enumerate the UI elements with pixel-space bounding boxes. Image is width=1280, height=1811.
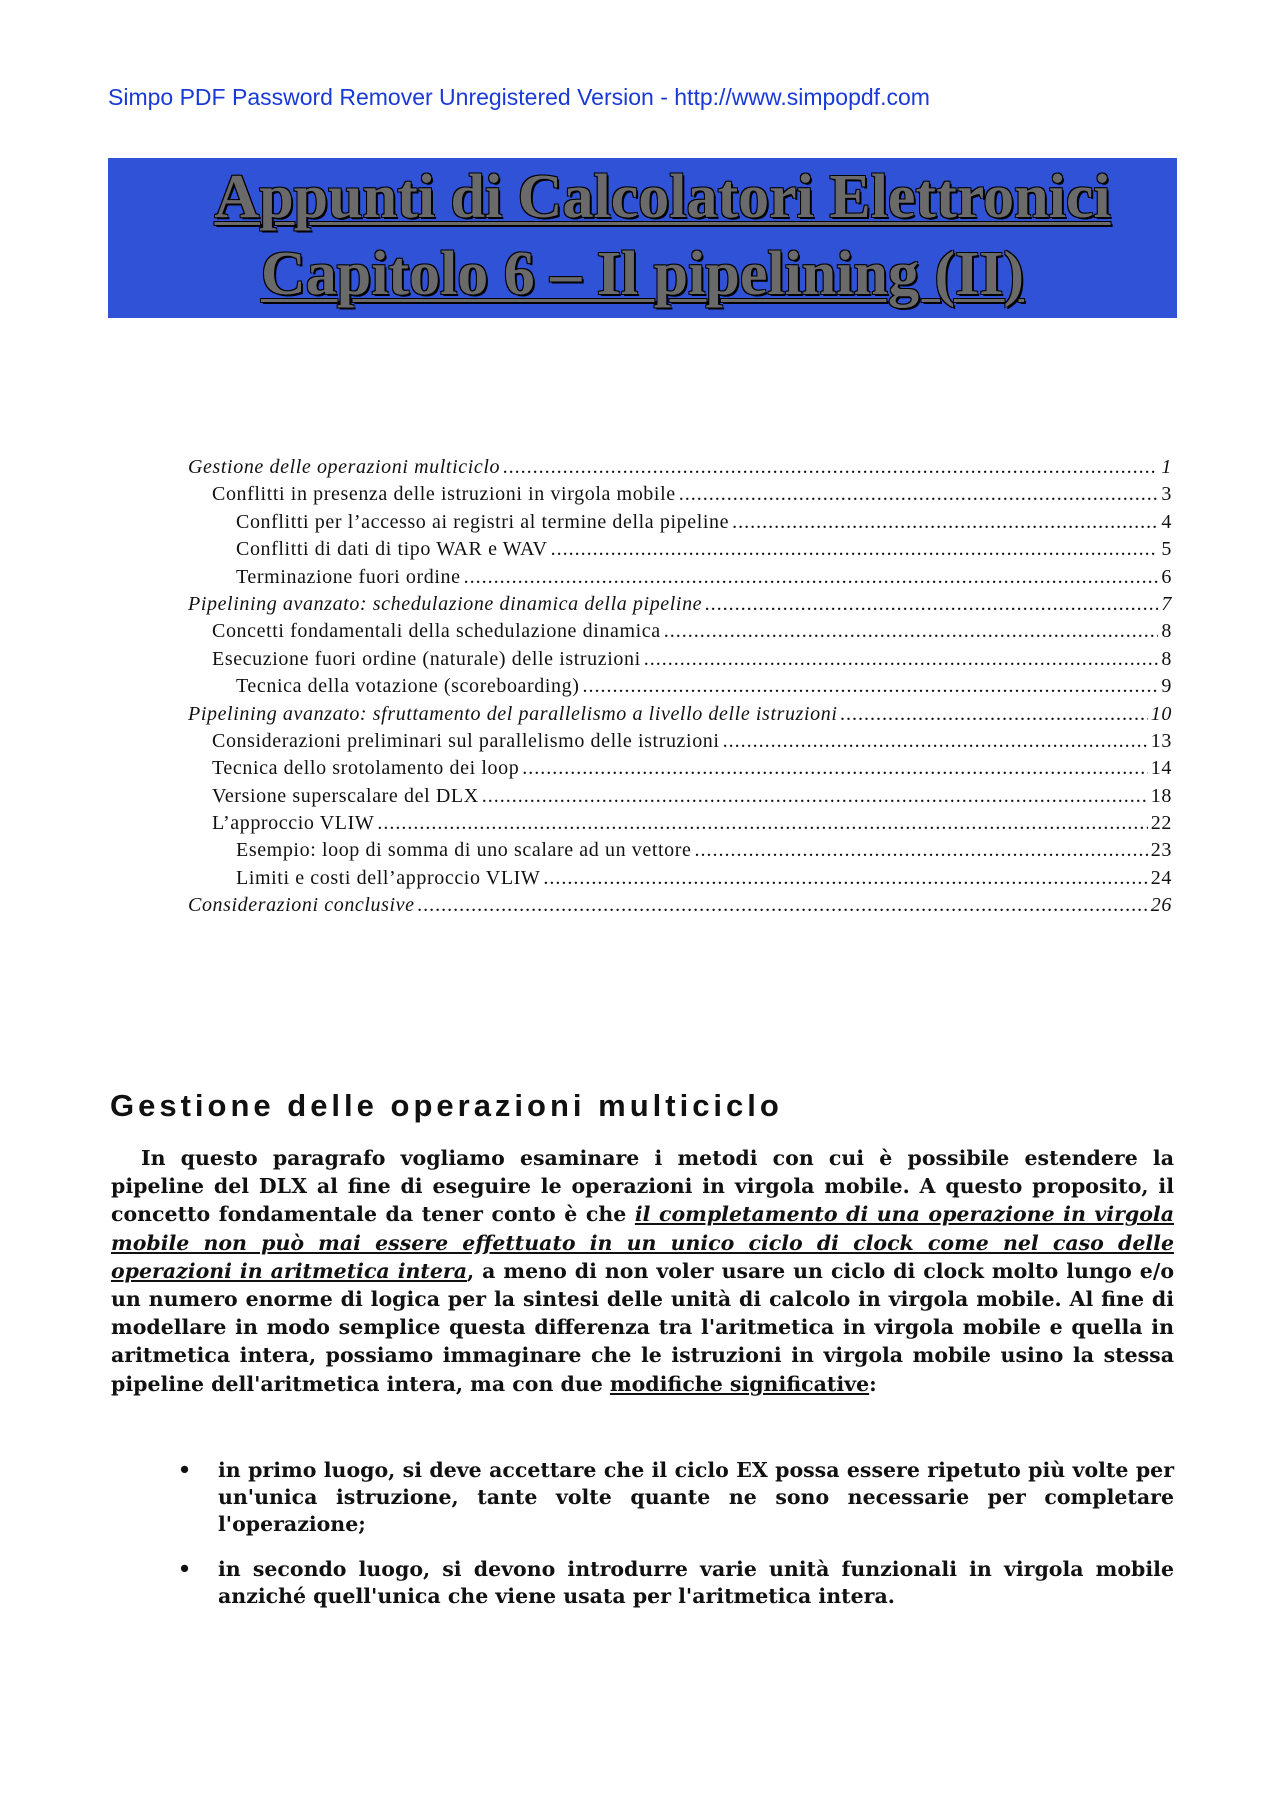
- toc-leader: [377, 812, 1147, 835]
- section-heading: Gestione delle operazioni multiciclo: [110, 1088, 783, 1123]
- toc-entry[interactable]: [188, 648, 1172, 675]
- toc-entry-title: Pipelining avanzato: schedulazione dinamica della pipeline: [188, 592, 703, 615]
- toc-leader: [482, 785, 1148, 808]
- toc-entry-page: 26: [1150, 894, 1172, 917]
- toc-leader: [418, 894, 1148, 917]
- toc-entry-title: Conflitti di dati di tipo WAR e WAV: [236, 538, 548, 561]
- toc-entry[interactable]: [188, 538, 1172, 565]
- toc-entry-title: Terminazione fuori ordine: [236, 565, 461, 588]
- toc-entry-page: 5: [1161, 538, 1172, 561]
- toc-leader: [732, 511, 1158, 534]
- toc-leader: [522, 757, 1148, 780]
- toc-entry[interactable]: [188, 483, 1172, 510]
- body-paragraph: [111, 1144, 1174, 1398]
- toc-entry[interactable]: [188, 703, 1172, 730]
- toc-entry-title: Considerazioni conclusive: [188, 894, 415, 917]
- toc-entry-title: Pipelining avanzato: sfruttamento del parallelismo a livello delle istruzioni: [188, 702, 838, 725]
- table-of-contents: [188, 456, 1172, 922]
- document-title: Appunti di Calcolatori Elettronici: [214, 163, 1111, 231]
- toc-entry-title: Esempio: loop di somma di uno scalare ad un vettore: [236, 839, 692, 862]
- list-item-text: in secondo luogo, si devono introdurre varie unità funzionali in virgola mobile anziché quell'unica che viene usata per l'aritmetica intera.: [218, 1557, 1174, 1608]
- bullet-icon: •: [178, 1557, 192, 1581]
- toc-entry-page: 3: [1161, 483, 1172, 506]
- toc-entry-page: 18: [1150, 784, 1172, 807]
- toc-leader: [705, 593, 1158, 616]
- toc-entry-page: 22: [1150, 812, 1172, 835]
- toc-entry-title: Esecuzione fuori ordine (naturale) delle istruzioni: [212, 647, 641, 670]
- toc-entry[interactable]: [188, 456, 1172, 483]
- toc-entry-page: 9: [1161, 675, 1172, 698]
- toc-entry-title: Tecnica della votazione (scoreboarding): [236, 675, 580, 698]
- toc-entry-page: 1: [1161, 456, 1172, 478]
- toc-leader: [551, 538, 1159, 561]
- toc-entry[interactable]: [188, 730, 1172, 757]
- toc-entry[interactable]: [188, 839, 1172, 866]
- toc-leader: [464, 566, 1159, 589]
- toc-entry-title: Conflitti per l’accesso ai registri al termine della pipeline: [236, 510, 730, 533]
- toc-entry-page: 24: [1150, 866, 1172, 889]
- bullet-icon: •: [178, 1458, 192, 1482]
- list-item: [178, 1556, 1174, 1610]
- toc-entry-title: Conflitti in presenza delle istruzioni in virgola mobile: [212, 483, 676, 506]
- toc-entry-title: Concetti fondamentali della schedulazione dinamica: [212, 620, 661, 643]
- toc-leader: [695, 839, 1148, 862]
- toc-entry-title: Gestione delle operazioni multiciclo: [188, 456, 501, 478]
- toc-leader: [644, 648, 1159, 671]
- toc-entry[interactable]: [188, 566, 1172, 593]
- toc-leader: [583, 675, 1159, 698]
- toc-entry[interactable]: [188, 812, 1172, 839]
- toc-leader: [723, 730, 1148, 753]
- toc-entry-page: 4: [1161, 510, 1172, 533]
- toc-entry[interactable]: [188, 593, 1172, 620]
- watermark-text: Simpo PDF Password Remover Unregistered Version - http://www.simpopdf.com: [108, 84, 930, 110]
- title-banner: [108, 158, 1177, 318]
- paragraph-underlined: modifiche significative: [609, 1371, 870, 1396]
- toc-entry[interactable]: [188, 675, 1172, 702]
- paragraph-text: In questo paragrafo vogliamo esaminare i metodi con cui è possibile estendere la pipeline del DLX al fine di eseguire le operazioni in virgola mobile. A questo proposito, il concetto fondamentale da tener conto è che: [111, 1146, 1174, 1227]
- paragraph-text: :: [869, 1371, 877, 1396]
- chapter-title: Capitolo 6 – Il pipelining (II): [260, 240, 1025, 308]
- toc-entry-page: 8: [1161, 647, 1172, 670]
- toc-entry-page: 23: [1150, 839, 1172, 862]
- toc-entry-title: Considerazioni preliminari sul parallelismo delle istruzioni: [212, 729, 720, 752]
- toc-entry[interactable]: [188, 867, 1172, 894]
- toc-leader: [840, 703, 1147, 726]
- toc-entry-page: 7: [1161, 592, 1172, 615]
- toc-entry-page: 13: [1150, 729, 1172, 752]
- toc-entry[interactable]: [188, 785, 1172, 812]
- toc-entry[interactable]: [188, 511, 1172, 538]
- toc-entry[interactable]: [188, 894, 1172, 921]
- toc-entry-page: 14: [1150, 757, 1172, 780]
- toc-entry[interactable]: [188, 620, 1172, 647]
- bullet-list: [178, 1457, 1174, 1628]
- toc-leader: [679, 483, 1159, 506]
- list-item: [178, 1457, 1174, 1538]
- toc-entry-page: 10: [1150, 702, 1172, 725]
- toc-entry-page: 6: [1161, 565, 1172, 588]
- toc-entry-title: L’approccio VLIW: [212, 812, 375, 835]
- paragraph-emphasis: il completamento di una operazione in virgola mobile non può mai essere effettuato in un unico ciclo di clock come nel caso delle operazioni in aritmetica intera: [111, 1202, 1174, 1283]
- toc-entry-title: Versione superscalare del DLX: [212, 784, 479, 807]
- list-item-text: in primo luogo, si deve accettare che il ciclo EX possa essere ripetuto più volte per un'unica istruzione, tante volte quante ne sono necessarie per completare l'operazione;: [218, 1458, 1174, 1536]
- toc-entry[interactable]: [188, 757, 1172, 784]
- toc-leader: [543, 867, 1147, 890]
- toc-leader: [664, 620, 1159, 643]
- toc-entry-title: Tecnica dello srotolamento dei loop: [212, 757, 520, 780]
- toc-entry-page: 8: [1161, 620, 1172, 643]
- toc-leader: [503, 456, 1158, 479]
- toc-entry-title: Limiti e costi dell’approccio VLIW: [236, 866, 541, 889]
- paragraph-text: , a meno di non voler usare un ciclo di clock molto lungo e/o un numero enorme di logica per la sintesi delle unità di calcolo in virgola mobile. Al fine di modellare in modo semplice questa differenza tra l'aritmetica in virgola mobile e quella in aritmetica intera, possiamo immaginare che le istruzioni in virgola mobile usino la stessa pipeline dell'aritmetica intera, ma con due: [111, 1258, 1175, 1396]
